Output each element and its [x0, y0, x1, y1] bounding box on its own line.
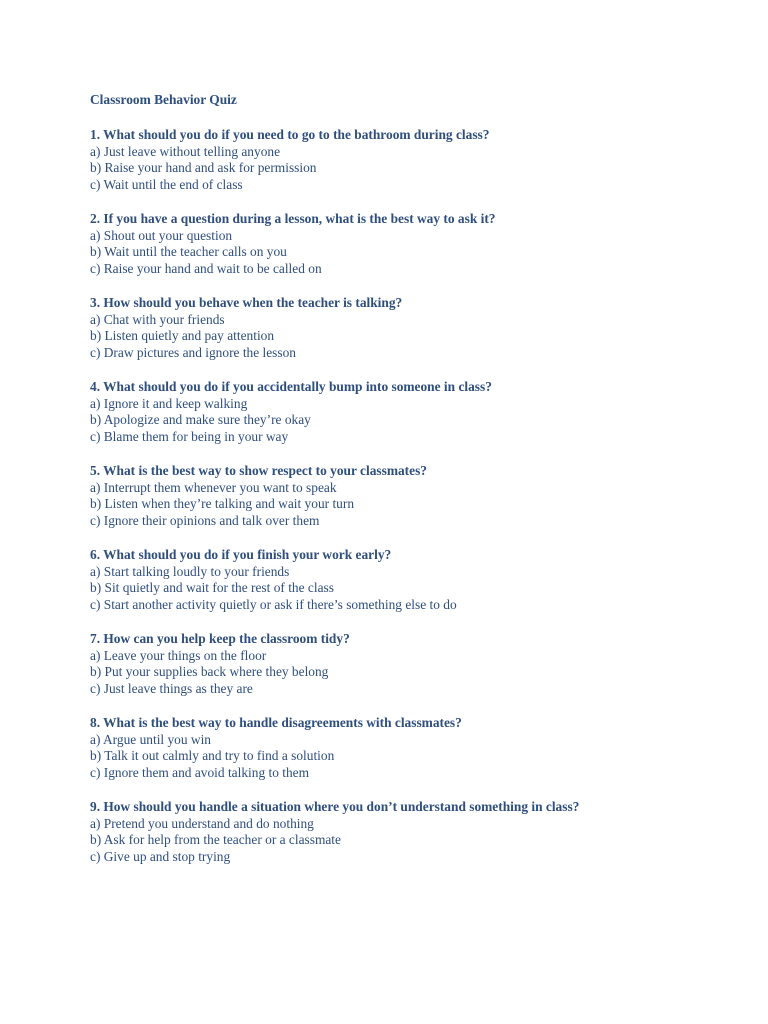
option-a: a) Argue until you win [90, 731, 211, 747]
option-a: a) Pretend you understand and do nothing [90, 815, 314, 831]
option-b: b) Ask for help from the teacher or a classmate [90, 832, 341, 848]
option-c: c) Wait until the end of class [90, 177, 243, 193]
question-text: 8. What is the best way to handle disagreements with classmates? [90, 715, 462, 730]
option-c: c) Start another activity quietly or ask if there’s something else to do [90, 597, 457, 613]
option-c: c) Draw pictures and ignore the lesson [90, 345, 296, 361]
option-b: b) Wait until the teacher calls on you [90, 244, 287, 260]
option-b: b) Talk it out calmly and try to find a solution [90, 748, 335, 764]
option-c: c) Just leave things as they are [90, 681, 253, 697]
option-c: c) Raise your hand and wait to be called on [90, 261, 322, 277]
option-a: a) Shout out your question [90, 227, 233, 243]
option-b: b) Raise your hand and ask for permission [90, 160, 317, 176]
document-title: Classroom Behavior Quiz [90, 92, 237, 107]
option-b: b) Listen when they’re talking and wait your turn [90, 496, 355, 512]
option-c: c) Ignore them and avoid talking to them [90, 765, 310, 781]
question-6 [90, 547, 730, 614]
option-b: b) Apologize and make sure they’re okay [90, 412, 311, 428]
option-a: a) Ignore it and keep walking [90, 395, 248, 411]
document-page [90, 92, 730, 883]
question-5 [90, 463, 730, 530]
question-text: 5. What is the best way to show respect to your classmates? [90, 463, 427, 478]
question-7 [90, 631, 730, 698]
option-b: b) Listen quietly and pay attention [90, 328, 275, 344]
question-2 [90, 211, 730, 278]
option-c: c) Ignore their opinions and talk over them [90, 513, 320, 529]
question-text: 9. How should you handle a situation where you don’t understand something in class? [90, 799, 580, 814]
question-1 [90, 127, 730, 194]
option-c: c) Blame them for being in your way [90, 429, 289, 445]
question-text: 2. If you have a question during a lesson, what is the best way to ask it? [90, 211, 496, 226]
question-8 [90, 715, 730, 782]
option-b: b) Sit quietly and wait for the rest of the class [90, 580, 334, 596]
option-a: a) Interrupt them whenever you want to speak [90, 479, 337, 495]
question-text: 7. How can you help keep the classroom tidy? [90, 631, 350, 646]
question-text: 1. What should you do if you need to go to the bathroom during class? [90, 127, 490, 142]
option-a: a) Chat with your friends [90, 311, 225, 327]
question-9 [90, 799, 730, 866]
option-a: a) Start talking loudly to your friends [90, 563, 290, 579]
option-a: a) Just leave without telling anyone [90, 143, 281, 159]
question-text: 6. What should you do if you finish your work early? [90, 547, 392, 562]
option-c: c) Give up and stop trying [90, 849, 231, 865]
question-text: 3. How should you behave when the teacher is talking? [90, 295, 403, 310]
option-a: a) Leave your things on the floor [90, 647, 267, 663]
question-text: 4. What should you do if you accidentally bump into someone in class? [90, 379, 492, 394]
question-4 [90, 379, 730, 446]
question-3 [90, 295, 730, 362]
option-b: b) Put your supplies back where they belong [90, 664, 329, 680]
